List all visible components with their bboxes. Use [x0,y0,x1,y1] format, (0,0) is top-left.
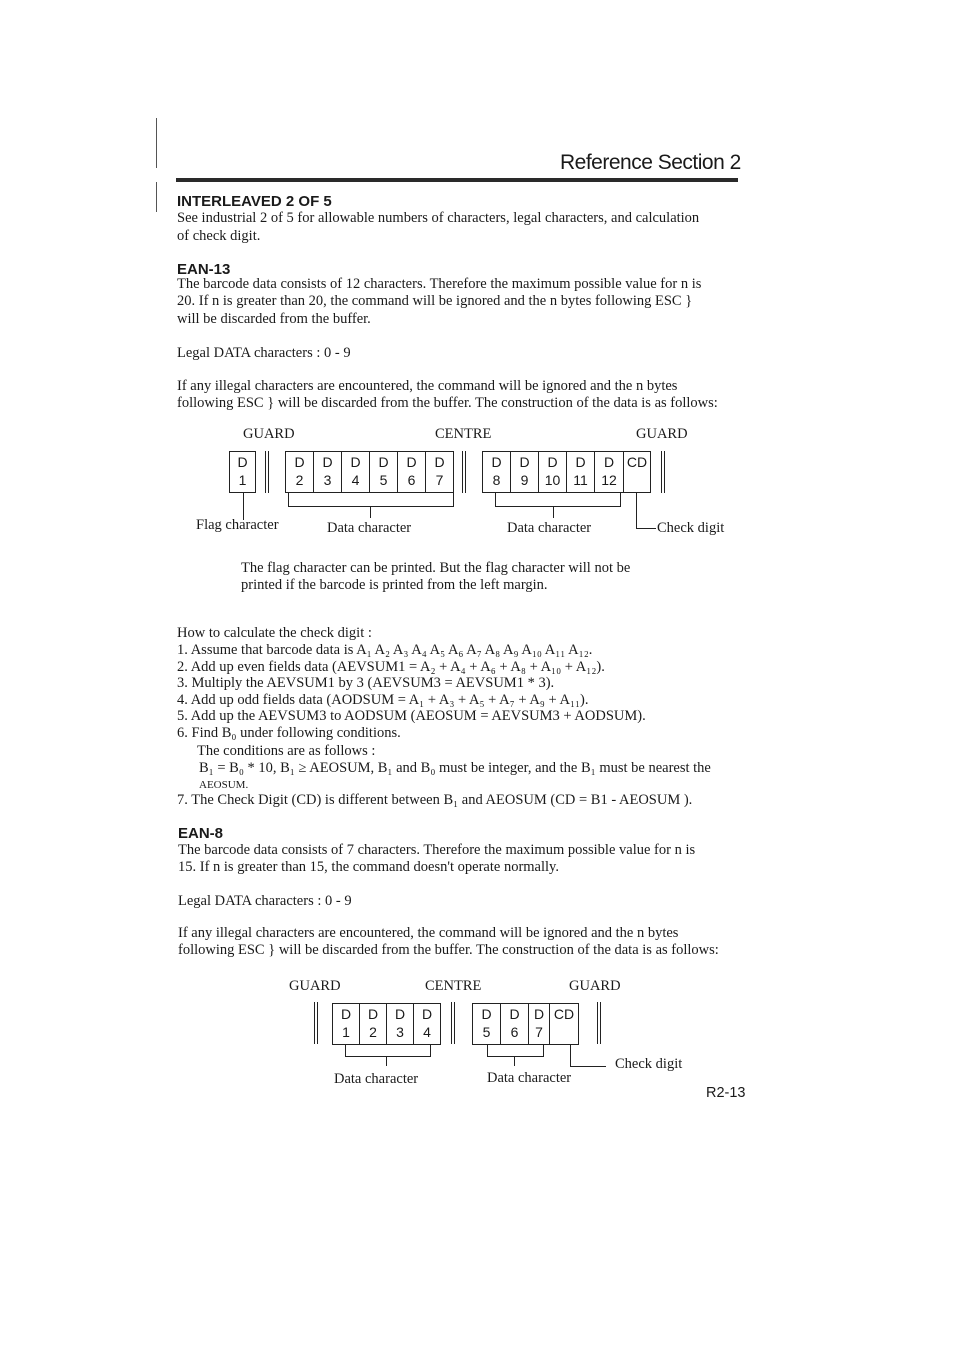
ean13-data-label-left: Data character [327,520,412,536]
page-number: R2-13 [706,1085,746,1101]
ean13-centre-guard-bars [462,451,466,493]
cell-top: D [421,1006,433,1022]
ean13-illegal-line-2: following ESC } will be discarded from the buffer. The construction of the data is as follows: [177,395,718,411]
ean13-right-data-cells [482,451,651,493]
header-rule [176,178,738,182]
ean8-left-bracket-stem [386,1056,387,1066]
cell-bottom: 7 [435,472,444,488]
left-bracket-bottom [288,506,454,507]
check-digit-cell [549,1004,578,1044]
cell-top: D [603,454,615,470]
cell-top: D [509,1006,520,1022]
calc-step: 4. Add up odd fields data (AODSUM = A₁ + A₃ + A₅ + A₇ + A₉ + A₁₁). [177,691,589,708]
ean8-title: EAN-8 [178,825,224,842]
cell-top: D [367,1006,379,1022]
right-bracket-right [620,492,621,506]
data-cell [413,1004,440,1044]
cell-bottom: 4 [351,472,360,488]
ean8-illegal-line-2: following ESC } will be discarded from the buffer. The construction of the data is as follows: [178,942,719,958]
ean8-right-bracket-bottom [487,1056,544,1057]
cell-bottom: 5 [379,472,388,488]
data-cell [538,452,566,492]
ean13-flag-cell [229,451,256,493]
cell-top: D [394,1006,406,1022]
ean8-right-bracket-right [543,1044,544,1056]
interleaved-line-1: See industrial 2 of 5 for allowable numbers of characters, legal characters, and calculation [177,210,700,226]
ean8-left-guard-bars [314,1002,318,1044]
ean8-para-line-2: 15. If n is greater than 15, the command doesn't operate normally. [178,859,559,875]
cell-top: D [406,454,417,470]
cell-top: D [322,454,333,470]
ean8-centre-label: CENTRE [425,978,482,994]
data-cell [528,1004,549,1044]
cell-bottom: 6 [510,1024,519,1040]
check-pointer-vertical [636,492,637,528]
scan-margin-mark [156,118,157,168]
calc-step-7: 7. The Check Digit (CD) is different between B₁ and AEOSUM (CD = B1 - AEOSUM ). [177,792,693,808]
cell-bottom: 8 [492,472,501,488]
interleaved-line-2: of check digit. [177,228,261,244]
cell-bottom: 6 [407,472,416,488]
cell-bottom: 11 [573,472,588,488]
cell-top: D [378,454,389,470]
cell-top: D [340,1006,352,1022]
ean8-left-bracket-left [345,1044,346,1056]
data-cell [286,452,313,492]
ean8-check-pointer-vertical [570,1044,571,1066]
ean13-centre-label: CENTRE [435,426,492,442]
calc-step: 1. Assume that barcode data is A₁ A₂ A₃ A₄ A₅ A₆ A₇ A₈ A₉ A₁₀ A₁₁ A₁₂. [177,642,593,658]
cell-bottom: 12 [601,472,617,488]
conditions-line-1: B₁ = B₀ * 10, B₁ ≥ AEOSUM, B₁ and B₀ must be integer, and the B₁ must be nearest the [199,760,711,776]
data-cell [425,452,453,492]
right-bracket-bottom [495,506,621,507]
ean13-para-line-1: The barcode data consists of 12 characters. Therefore the maximum possible value for n is [177,276,702,292]
data-cell [369,452,397,492]
cell-top: D [491,454,502,470]
cell-bottom: 5 [482,1024,491,1040]
ean8-check-digit-label: Check digit [615,1056,683,1072]
ean8-legal-characters: Legal DATA characters : 0 - 9 [178,893,352,909]
left-bracket-stem [370,506,371,518]
cell-top: D [434,454,445,470]
ean8-data-label-right: Data character [487,1070,572,1086]
flag-note-line-1: The flag character can be printed. But the flag character will not be [241,560,631,576]
ean13-para-line-2: 20. If n is greater than 20, the command will be ignored and the n bytes following ESC } [177,293,693,309]
cell-top: D [547,454,558,470]
ean8-para-line-1: The barcode data consists of 7 characters. Therefore the maximum possible value for n is [178,842,696,858]
ean13-data-label-right: Data character [507,520,592,536]
ean13-title: EAN-13 [177,261,231,278]
ean8-data-label-left: Data character [334,1071,419,1087]
cell-top: D [533,1006,545,1022]
calc-step: 3. Multiply the AEVSUM1 by 3 (AEVSUM3 = AEVSUM1 * 3). [177,675,555,691]
check-digit-cell [623,452,650,492]
ean13-para-line-3: will be discarded from the buffer. [177,311,371,327]
data-cell [483,452,510,492]
data-cell [386,1004,413,1044]
cell-bottom: 10 [544,472,561,488]
ean8-right-bracket-stem [514,1056,515,1066]
section-header: Reference Section 2 [560,151,741,174]
calc-step: 2. Add up even fields data (AEVSUM1 = A₂ + A₄ + A₆ + A₈ + A₁₀ + A₁₂). [177,658,605,675]
cell-bottom: 9 [520,472,529,488]
left-bracket-left [288,492,289,506]
ean8-right-guard-bars [597,1002,601,1044]
flag-character-label: Flag character [196,517,279,533]
data-cell [333,1004,359,1044]
calc-step: 5. Add up the AEVSUM3 to AODSUM (AEOSUM = AEVSUM3 + AODSUM). [177,708,646,724]
ean8-left-bracket-right [430,1044,431,1056]
check-pointer-horizontal [636,528,656,529]
ean13-left-guard-bars [265,451,269,493]
cell-top: D [237,454,248,470]
cell-bottom: 1 [238,472,247,488]
ean8-check-pointer-horizontal [570,1066,606,1067]
conditions-line-2: AEOSUM. [199,779,249,791]
cell-top: CD [626,454,648,470]
cell-top: D [350,454,361,470]
flag-pointer-line [243,492,244,520]
ean13-guard-right-label: GUARD [636,426,688,442]
data-cell [473,1004,500,1044]
cell-bottom: 3 [323,472,332,488]
cell-bottom: 1 [342,1024,350,1040]
cell-top: D [575,454,586,470]
ean13-right-guard-bars [661,451,665,493]
ean8-right-data-cells [472,1003,579,1045]
ean8-left-bracket-bottom [345,1056,431,1057]
data-cell [397,452,425,492]
data-cell [359,1004,386,1044]
calc-intro: How to calculate the check digit : [177,625,372,641]
ean8-guard-left-label: GUARD [289,978,341,994]
ean8-illegal-line-1: If any illegal characters are encountered, the command will be ignored and the n bytes [178,925,679,941]
right-bracket-stem [553,506,554,518]
cell-bottom: 2 [295,472,304,488]
ean8-guard-right-label: GUARD [569,978,621,994]
ean13-illegal-line-1: If any illegal characters are encountered, the command will be ignored and the n bytes [177,378,678,394]
calc-steps-list [177,642,747,741]
cell-bottom: 7 [535,1024,543,1040]
ean8-right-bracket-left [487,1044,488,1056]
cell-top: D [519,454,530,470]
data-cell [566,452,594,492]
calc-step: 6. Find B₀ under following conditions. [177,724,401,741]
cell-bottom: 4 [423,1024,431,1040]
right-bracket-left [495,492,496,506]
data-cell [510,452,538,492]
ean13-guard-left-label: GUARD [243,426,295,442]
conditions-intro: The conditions are as follows : [197,743,376,759]
left-bracket-right [453,492,454,506]
data-cell [341,452,369,492]
data-cell [313,452,341,492]
cell-top: D [481,1006,492,1022]
data-cell [594,452,623,492]
ean13-legal-characters: Legal DATA characters : 0 - 9 [177,345,351,361]
flag-note-line-2: printed if the barcode is printed from the left margin. [241,577,548,593]
ean8-centre-guard-bars [451,1002,455,1044]
cell-bottom: 2 [369,1024,377,1040]
cell-top: D [294,454,305,470]
data-cell [500,1004,528,1044]
ean13-check-digit-label: Check digit [657,520,725,536]
cell-bottom: 3 [396,1024,404,1040]
scan-margin-mark [156,182,157,212]
ean13-left-data-cells [285,451,454,493]
cell-top: CD [553,1006,575,1022]
interleaved-title: INTERLEAVED 2 OF 5 [177,193,332,210]
ean8-left-data-cells [332,1003,441,1045]
